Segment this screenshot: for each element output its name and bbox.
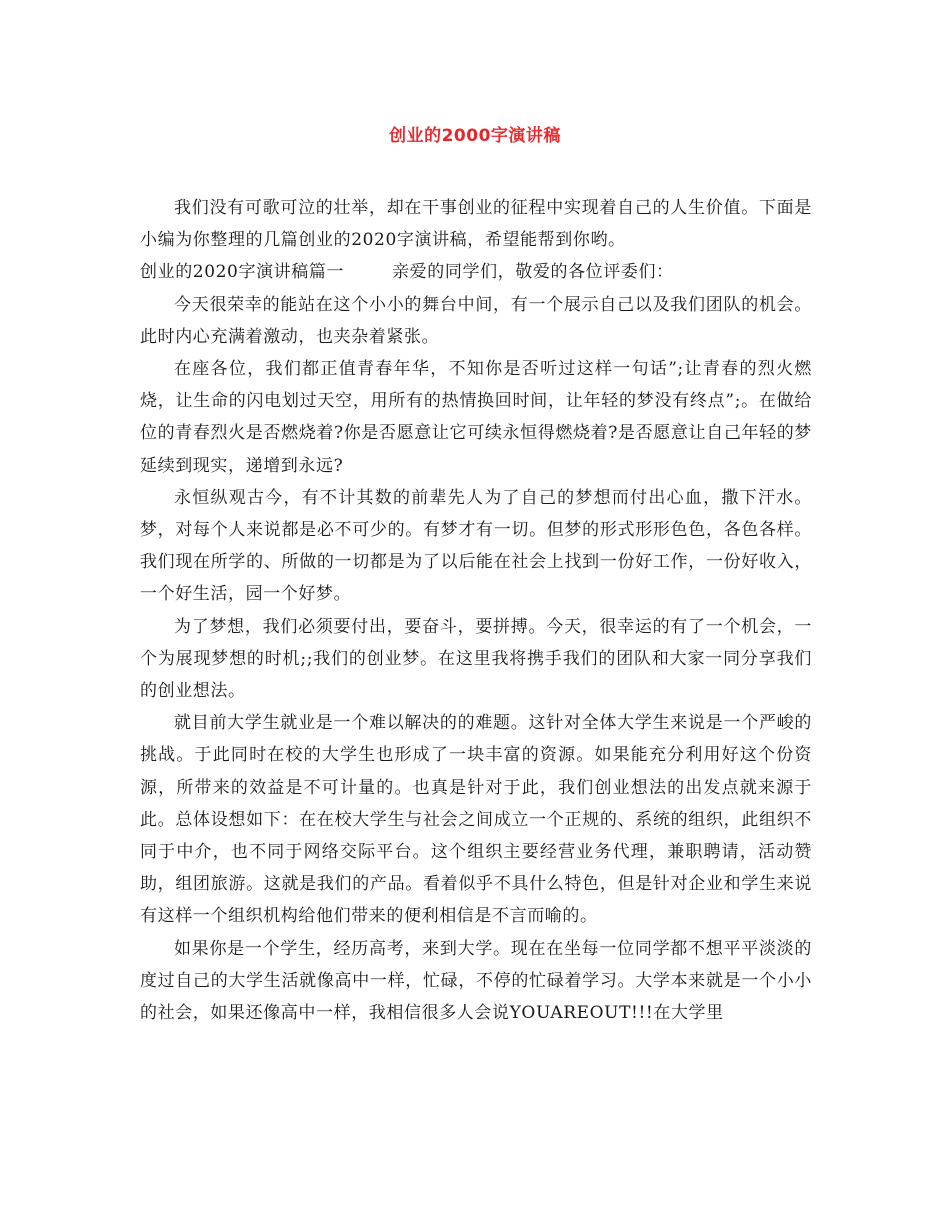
body-paragraph: 如果你是一个学生，经历高考，来到大学。现在在坐每一位同学都不想平平淡淡的度过自己的大学生活就像高中一样，忙碌，不停的忙碌着学习。大学本来就是一个小小的社会，如果还像高中一样，我相信很多人会说YOUAREOUT!!!在大学里 [140, 938, 812, 1024]
document-title: 创业的2000字演讲稿 [389, 126, 561, 146]
body-paragraph: 永恒纵观古今，有不计其数的前辈先人为了自己的梦想而付出心血，撒下汗水。梦，对每个人来说都是必不可少的。有梦才有一切。但梦的形式形形色色，各色各样。我们现在所学的、所做的一切都是为了以后能在社会上找到一份好工作，一份好收入，一个好生活，园一个好梦。 [140, 487, 812, 605]
intro-paragraph: 我们没有可歌可泣的壮举，却在干事创业的征程中实现着自己的人生价值。下面是小编为你整理的几篇创业的2020字演讲稿，希望能帮到你哟。 [140, 198, 812, 251]
body-paragraph: 为了梦想，我们必须要付出，要奋斗，要拼搏。今天，很幸运的有了一个机会，一个为展现梦想的时机;;我们的创业梦。在这里我将携手我们的团队和大家一同分享我们的创业想法。 [140, 616, 812, 702]
body-paragraph: 今天很荣幸的能站在这个小小的舞台中间，有一个展示自己以及我们团队的机会。此时内心充满着激动，也夹杂着紧张。 [140, 294, 812, 347]
salutation: 亲爱的同学们，敬爱的各位评委们： [392, 262, 674, 283]
body-paragraph: 就目前大学生就业是一个难以解决的的难题。这针对全体大学生来说是一个严峻的挑战。于此同时在校的大学生也形成了一块丰富的资源。如果能充分利用好这个份资源，所带来的效益是不可计量的。也真是针对于此，我们创业想法的出发点就来源于此。总体设想如下：在在校大学生与社会之间成立一个正规的、系统的组织，此组织不同于中介，也不同于网络交际平台。这个组织主要经营业务代理，兼职聘请，活动赞助，组团旅游。这就是我们的产品。看着似乎不具什么特色，但是针对企业和学生来说有这样一个组织机构给他们带来的便利相信是不言而喻的。 [140, 713, 812, 927]
section-heading: 创业的2020字演讲稿篇一 [140, 262, 345, 283]
section-heading-line [140, 256, 812, 288]
document-body [140, 192, 812, 1029]
body-paragraph: 在座各位，我们都正值青春年华，不知你是否听过这样一句话”;让青春的烈火燃烧，让生命的闪电划过天空，用所有的热情换回时间，让年轻的梦没有终点”;。在做给位的青春烈火是否燃烧着?你是否愿意让它可续永恒得燃烧着?是否愿意让自己年轻的梦延续到现实，递增到永远? [140, 359, 812, 476]
